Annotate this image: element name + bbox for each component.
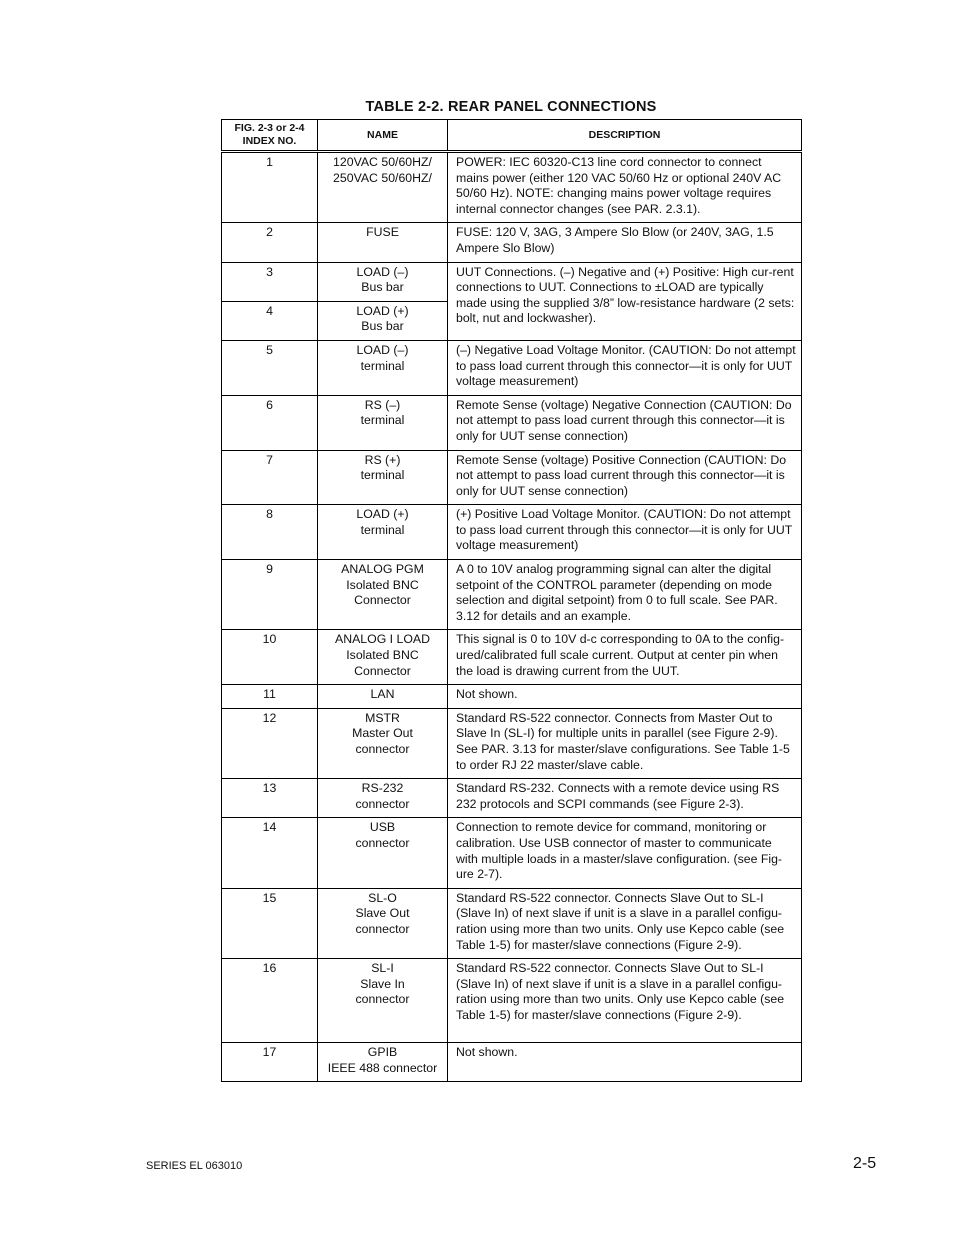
cell-name-line: MSTR — [365, 710, 400, 725]
cell-name-line: connector — [355, 921, 410, 936]
cell-description: Remote Sense (voltage) Negative Connection (CAUTION: Do not attempt to pass load current through this connector—it is only for UUT sense connection) — [448, 395, 802, 450]
table-row — [222, 818, 802, 888]
cell-index: 14 — [222, 818, 318, 888]
cell-name-line: 120VAC 50/60HZ/ — [333, 155, 432, 169]
cell-description: Not shown. — [448, 1043, 802, 1082]
cell-name — [318, 818, 448, 888]
cell-index: 4 — [222, 301, 318, 340]
table-row — [222, 505, 802, 560]
cell-name — [318, 340, 448, 395]
cell-index: 6 — [222, 395, 318, 450]
cell-name-line: terminal — [360, 522, 405, 537]
cell-index: 16 — [222, 959, 318, 1043]
cell-name-line: Slave Out — [355, 906, 410, 921]
cell-description: UUT Connections. (–) Negative and (+) Positive: High cur-rent connections to UUT. Connections to ±LOAD are typically made using the supplied 3/8” low-resistance hardware (2 sets: bolt, nut and lockwasher). — [448, 262, 802, 340]
table-row — [222, 395, 802, 450]
cell-name-line: Isolated BNC — [346, 577, 419, 592]
table-row — [222, 340, 802, 395]
cell-name-line: RS (–) — [364, 397, 401, 412]
cell-name — [318, 708, 448, 778]
cell-index: 13 — [222, 779, 318, 818]
cell-index: 5 — [222, 340, 318, 395]
cell-name — [318, 685, 448, 709]
cell-name — [318, 450, 448, 505]
table-row — [222, 560, 802, 630]
table-body — [222, 152, 802, 1082]
cell-name-line: LOAD (–) — [356, 264, 409, 279]
cell-description: (–) Negative Load Voltage Monitor. (CAUTION: Do not attempt to pass load current through this connector—it is only for UUT voltage measurement) — [448, 340, 802, 395]
header-index-line2: INDEX NO. — [242, 135, 297, 147]
cell-index: 10 — [222, 630, 318, 685]
cell-name — [318, 959, 448, 1043]
cell-index: 2 — [222, 223, 318, 262]
table-row — [222, 888, 802, 958]
cell-index: 9 — [222, 560, 318, 630]
cell-name — [318, 779, 448, 818]
cell-description: Standard RS-522 connector. Connects Slave Out to SL-I (Slave In) of next slave if unit is a slave in a parallel configu-ration using more than two units. Only use Kepco cable (see Table 1-5) for master/slave connections (Figure 2-9). — [448, 959, 802, 1043]
cell-name-line: terminal — [360, 358, 405, 373]
cell-name-line: LOAD (+) — [356, 303, 409, 318]
cell-description: FUSE: 120 V, 3AG, 3 Ampere Slo Blow (or 240V, 3AG, 1.5 Ampere Slo Blow) — [448, 223, 802, 262]
cell-name — [318, 301, 448, 340]
cell-name — [318, 560, 448, 630]
cell-name-line: SL-I — [371, 961, 394, 976]
cell-name-line: connector — [355, 742, 410, 756]
cell-description: Connection to remote device for command, monitoring or calibration. Use USB connector of master to communicate with multiple loads in a master/slave configuration. (see Fig-ure 2-7). — [448, 818, 802, 888]
cell-index: 15 — [222, 888, 318, 958]
cell-name-line: LOAD (–) — [356, 342, 409, 357]
cell-name-line: Master Out — [352, 726, 413, 741]
cell-name-line: GPIB — [367, 1045, 398, 1060]
table-header-row — [222, 120, 802, 152]
cell-description: A 0 to 10V analog programming signal can alter the digital setpoint of the CONTROL parameter (depending on mode selection and digital setpoint) from 0 to full scale. See PAR. 3.12 for details and an example. — [448, 560, 802, 630]
cell-index: 17 — [222, 1043, 318, 1082]
cell-description: Standard RS-522 connector. Connects from Master Out to Slave In (SL-I) for multiple units in parallel (see Figure 2-9). See PAR. 3.13 for master/slave configurations. See Table 1-5 to order RJ 22 master/slave cable. — [448, 708, 802, 778]
cell-index: 3 — [222, 262, 318, 301]
cell-index: 7 — [222, 450, 318, 505]
cell-name-line: LAN — [370, 687, 395, 702]
table-row — [222, 959, 802, 1043]
cell-name-line: terminal — [360, 413, 405, 428]
footer-series: SERIES EL 063010 — [146, 1160, 243, 1172]
cell-name-line: FUSE — [366, 225, 399, 240]
cell-name-line: connector — [355, 835, 410, 850]
cell-name-line: 250VAC 50/60HZ/ — [333, 170, 432, 185]
cell-index: 12 — [222, 708, 318, 778]
cell-name — [318, 223, 448, 262]
table-row — [222, 1043, 802, 1082]
cell-name-line: Bus bar — [361, 319, 404, 334]
header-index — [222, 120, 318, 152]
cell-name-line: LOAD (+) — [356, 507, 409, 522]
page-number: 2-5 — [853, 1155, 877, 1172]
cell-name — [318, 630, 448, 685]
cell-name — [318, 1043, 448, 1082]
table-row — [222, 630, 802, 685]
cell-name-line: Connector — [354, 663, 411, 678]
cell-description: This signal is 0 to 10V d-c corresponding to 0A to the config-ured/calibrated full scale current. Output at center pin when the load is drawing current from the UUT. — [448, 630, 802, 685]
cell-name — [318, 505, 448, 560]
cell-name-line: Bus bar — [361, 280, 404, 295]
cell-name-line: RS (+) — [364, 452, 401, 467]
cell-description: (+) Positive Load Voltage Monitor. (CAUTION: Do not attempt to pass load current through this connector—it is only for UUT voltage measurement) — [448, 505, 802, 560]
header-description: DESCRIPTION — [448, 120, 802, 152]
cell-name-line: USB — [369, 820, 396, 835]
header-name: NAME — [318, 120, 448, 152]
cell-name-line: Connector — [354, 593, 411, 608]
cell-description: Not shown. — [448, 685, 802, 709]
cell-name-line: terminal — [360, 468, 405, 483]
cell-index: 1 — [222, 152, 318, 223]
cell-description: Standard RS-522 connector. Connects Slave Out to SL-I (Slave In) of next slave if unit is a slave in a parallel configu-ration using more than two units. Only use Kepco cable (see Table 1-5) for master/slave connections (Figure 2-9). — [448, 888, 802, 958]
cell-name-line: ANALOG PGM — [341, 562, 424, 577]
cell-name — [318, 262, 448, 301]
cell-name-line: Isolated BNC — [346, 648, 419, 663]
cell-name-line: SL-O — [368, 890, 397, 905]
cell-name — [318, 152, 448, 223]
cell-description: Remote Sense (voltage) Positive Connection (CAUTION: Do not attempt to pass load current through this connector—it is only for UUT sense connection) — [448, 450, 802, 505]
cell-index: 8 — [222, 505, 318, 560]
cell-index: 11 — [222, 685, 318, 709]
cell-description: Standard RS-232. Connects with a remote device using RS 232 protocols and SCPI commands (see Figure 2-3). — [448, 779, 802, 818]
rear-panel-connections-table — [221, 119, 802, 1082]
cell-name — [318, 395, 448, 450]
table-row — [222, 450, 802, 505]
cell-name-line: Slave In — [360, 976, 405, 991]
cell-name-line: RS-232 — [361, 781, 404, 796]
cell-description: POWER: IEC 60320-C13 line cord connector to connect mains power (either 120 VAC 50/60 Hz or optional 240V AC 50/60 Hz). NOTE: changing mains power voltage requires internal connector changes (see PAR. 2.3.1). — [448, 152, 802, 223]
table-row — [222, 708, 802, 778]
header-index-line1: FIG. 2-3 or 2-4 — [234, 122, 305, 134]
cell-name-line: ANALOG I LOAD — [335, 632, 430, 647]
table-title: TABLE 2-2. REAR PANEL CONNECTIONS — [365, 99, 657, 115]
table-row — [222, 152, 802, 223]
cell-name-line: IEEE 488 connector — [327, 1060, 438, 1075]
cell-name — [318, 888, 448, 958]
table-row — [222, 223, 802, 262]
table-row — [222, 685, 802, 709]
cell-name-line: connector — [355, 796, 410, 811]
cell-name-line: connector — [355, 992, 410, 1007]
table-row — [222, 262, 802, 301]
table-row — [222, 779, 802, 818]
